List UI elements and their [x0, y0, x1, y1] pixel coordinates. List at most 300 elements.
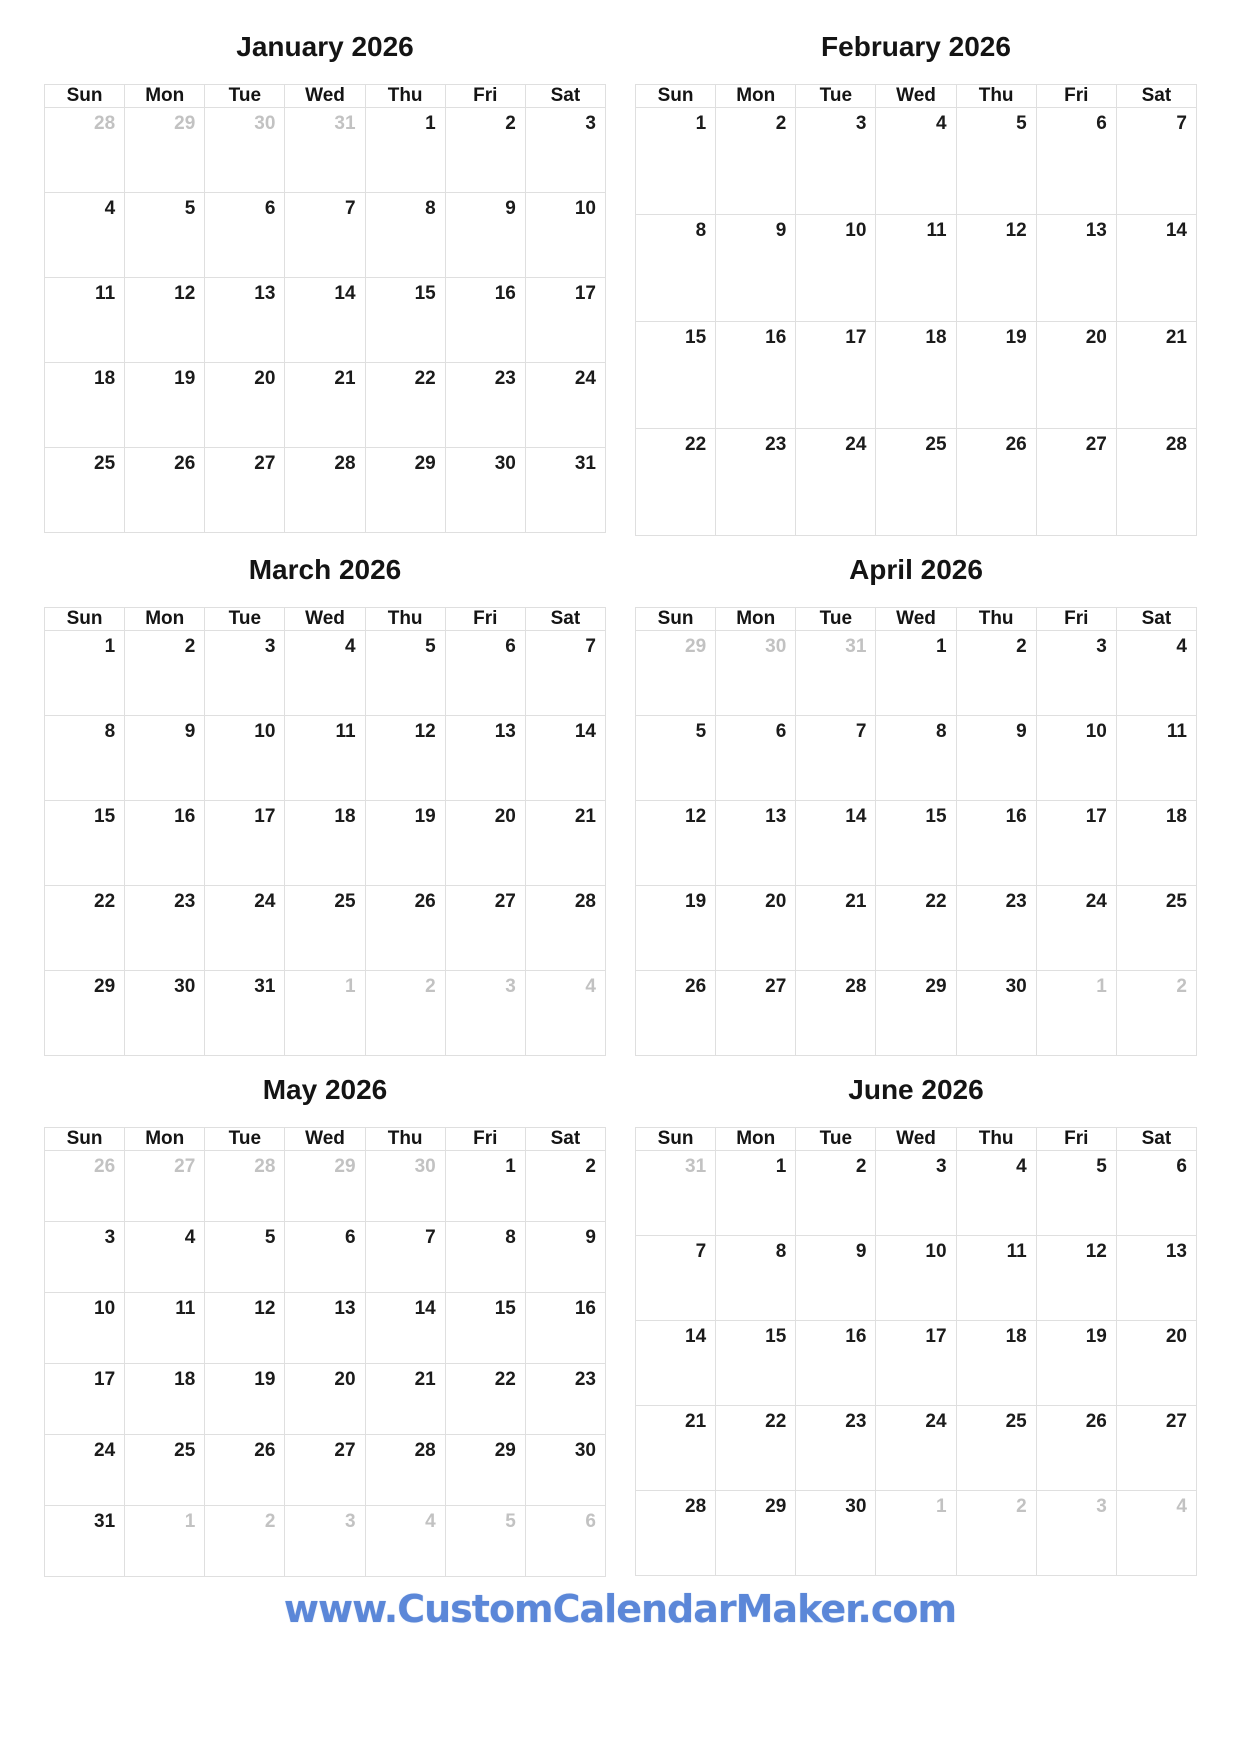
day-cell-adjacent-month: 31	[285, 108, 365, 193]
day-cell: 28	[796, 971, 876, 1056]
day-cell: 15	[45, 801, 125, 886]
day-cell: 18	[956, 1321, 1036, 1406]
week-row	[45, 1364, 606, 1435]
day-cell-adjacent-month: 29	[636, 631, 716, 716]
day-cell: 3	[876, 1151, 956, 1236]
weekday-header-sun: Sun	[636, 85, 716, 108]
day-cell: 14	[1116, 215, 1196, 322]
day-cell: 4	[956, 1151, 1036, 1236]
week-row	[636, 215, 1197, 322]
weekday-header-tue: Tue	[796, 1128, 876, 1151]
day-cell: 4	[285, 631, 365, 716]
weekday-header-thu: Thu	[956, 608, 1036, 631]
day-cell: 20	[1116, 1321, 1196, 1406]
day-cell: 10	[876, 1236, 956, 1321]
day-cell: 23	[525, 1364, 605, 1435]
day-cell: 3	[525, 108, 605, 193]
weekday-header-row	[45, 1128, 606, 1151]
day-cell: 30	[956, 971, 1036, 1056]
day-cell-adjacent-month: 2	[205, 1506, 285, 1577]
day-cell: 21	[1116, 322, 1196, 429]
day-cell: 27	[716, 971, 796, 1056]
day-cell: 6	[1036, 108, 1116, 215]
day-cell: 15	[716, 1321, 796, 1406]
day-cell: 5	[365, 631, 445, 716]
day-cell: 7	[285, 193, 365, 278]
day-cell: 20	[716, 886, 796, 971]
month-title: April 2026	[849, 554, 983, 585]
day-cell: 22	[45, 886, 125, 971]
day-cell: 20	[285, 1364, 365, 1435]
day-cell-adjacent-month: 3	[285, 1506, 365, 1577]
weekday-header-sat: Sat	[1116, 608, 1196, 631]
day-cell: 9	[716, 215, 796, 322]
day-cell: 14	[365, 1293, 445, 1364]
day-cell: 24	[1036, 886, 1116, 971]
weekday-header-thu: Thu	[365, 85, 445, 108]
weekday-header-row	[45, 85, 606, 108]
month-january-2026	[44, 28, 606, 536]
footer	[0, 1587, 1240, 1631]
weekday-header-sun: Sun	[45, 608, 125, 631]
weekday-header-thu: Thu	[365, 1128, 445, 1151]
day-cell: 25	[125, 1435, 205, 1506]
day-cell: 17	[45, 1364, 125, 1435]
weekday-header-tue: Tue	[205, 1128, 285, 1151]
day-cell: 11	[876, 215, 956, 322]
weekday-header-fri: Fri	[445, 608, 525, 631]
day-cell-adjacent-month: 30	[365, 1151, 445, 1222]
day-cell: 1	[716, 1151, 796, 1236]
weekday-header-mon: Mon	[716, 1128, 796, 1151]
day-cell-adjacent-month: 29	[285, 1151, 365, 1222]
day-cell: 22	[445, 1364, 525, 1435]
day-cell: 28	[525, 886, 605, 971]
day-cell: 31	[205, 971, 285, 1056]
day-cell: 10	[205, 716, 285, 801]
week-row	[45, 363, 606, 448]
month-title: January 2026	[236, 31, 414, 62]
day-cell: 8	[636, 215, 716, 322]
month-grid	[635, 1127, 1197, 1576]
week-row	[636, 631, 1197, 716]
week-row	[45, 1293, 606, 1364]
day-cell: 3	[796, 108, 876, 215]
weekday-header-tue: Tue	[205, 85, 285, 108]
weekday-header-wed: Wed	[876, 1128, 956, 1151]
day-cell: 18	[1116, 801, 1196, 886]
day-cell: 14	[525, 716, 605, 801]
day-cell: 12	[205, 1293, 285, 1364]
week-row	[636, 322, 1197, 429]
day-cell: 3	[205, 631, 285, 716]
day-cell: 2	[716, 108, 796, 215]
day-cell: 27	[285, 1435, 365, 1506]
day-cell-adjacent-month: 1	[876, 1491, 956, 1576]
day-cell: 20	[1036, 322, 1116, 429]
day-cell: 19	[1036, 1321, 1116, 1406]
weekday-header-sat: Sat	[525, 608, 605, 631]
day-cell-adjacent-month: 31	[796, 631, 876, 716]
day-cell: 25	[876, 429, 956, 536]
day-cell-adjacent-month: 2	[1116, 971, 1196, 1056]
week-row	[636, 971, 1197, 1056]
month-march-2026	[44, 551, 606, 1056]
day-cell: 11	[285, 716, 365, 801]
day-cell-adjacent-month: 1	[125, 1506, 205, 1577]
day-cell: 8	[45, 716, 125, 801]
month-grid	[635, 84, 1197, 536]
day-cell: 24	[876, 1406, 956, 1491]
day-cell-adjacent-month: 2	[956, 1491, 1036, 1576]
day-cell: 18	[285, 801, 365, 886]
week-row	[45, 716, 606, 801]
day-cell-adjacent-month: 31	[636, 1151, 716, 1236]
day-cell-adjacent-month: 28	[45, 108, 125, 193]
weekday-header-tue: Tue	[796, 85, 876, 108]
day-cell-adjacent-month: 29	[125, 108, 205, 193]
day-cell: 19	[365, 801, 445, 886]
week-row	[45, 801, 606, 886]
weekday-header-row	[636, 85, 1197, 108]
day-cell: 30	[796, 1491, 876, 1576]
day-cell-adjacent-month: 30	[716, 631, 796, 716]
day-cell: 5	[1036, 1151, 1116, 1236]
day-cell: 7	[365, 1222, 445, 1293]
day-cell: 9	[445, 193, 525, 278]
week-row	[636, 1151, 1197, 1236]
day-cell-adjacent-month: 27	[125, 1151, 205, 1222]
weekday-header-sun: Sun	[45, 1128, 125, 1151]
day-cell: 29	[365, 448, 445, 533]
day-cell: 21	[285, 363, 365, 448]
day-cell: 18	[876, 322, 956, 429]
day-cell: 17	[796, 322, 876, 429]
day-cell: 3	[45, 1222, 125, 1293]
day-cell: 5	[125, 193, 205, 278]
month-may-2026	[44, 1071, 606, 1577]
day-cell: 11	[956, 1236, 1036, 1321]
week-row	[45, 631, 606, 716]
day-cell-adjacent-month: 5	[445, 1506, 525, 1577]
day-cell: 31	[525, 448, 605, 533]
day-cell: 30	[525, 1435, 605, 1506]
day-cell: 28	[636, 1491, 716, 1576]
day-cell: 11	[125, 1293, 205, 1364]
day-cell: 13	[205, 278, 285, 363]
day-cell: 6	[445, 631, 525, 716]
month-grid	[44, 84, 606, 533]
day-cell: 4	[1116, 631, 1196, 716]
day-cell: 21	[796, 886, 876, 971]
day-cell: 28	[365, 1435, 445, 1506]
weekday-header-row	[636, 608, 1197, 631]
day-cell: 19	[125, 363, 205, 448]
day-cell: 28	[1116, 429, 1196, 536]
day-cell: 23	[125, 886, 205, 971]
month-april-2026	[635, 551, 1197, 1056]
day-cell: 9	[956, 716, 1036, 801]
day-cell: 19	[636, 886, 716, 971]
day-cell: 7	[636, 1236, 716, 1321]
weekday-header-mon: Mon	[125, 608, 205, 631]
day-cell-adjacent-month: 4	[365, 1506, 445, 1577]
day-cell: 29	[45, 971, 125, 1056]
day-cell: 1	[445, 1151, 525, 1222]
day-cell: 19	[956, 322, 1036, 429]
day-cell: 6	[205, 193, 285, 278]
weekday-header-wed: Wed	[285, 85, 365, 108]
week-row	[636, 1491, 1197, 1576]
day-cell: 29	[716, 1491, 796, 1576]
day-cell: 4	[125, 1222, 205, 1293]
day-cell: 30	[125, 971, 205, 1056]
weekday-header-thu: Thu	[956, 1128, 1036, 1151]
week-row	[45, 278, 606, 363]
month-title: March 2026	[248, 554, 402, 585]
day-cell-adjacent-month: 30	[205, 108, 285, 193]
weekday-header-fri: Fri	[445, 1128, 525, 1151]
day-cell: 26	[125, 448, 205, 533]
day-cell: 26	[205, 1435, 285, 1506]
weekday-header-sun: Sun	[636, 1128, 716, 1151]
day-cell: 8	[445, 1222, 525, 1293]
day-cell: 13	[445, 716, 525, 801]
week-row	[45, 1151, 606, 1222]
day-cell: 30	[445, 448, 525, 533]
week-row	[45, 448, 606, 533]
weekday-header-sat: Sat	[1116, 85, 1196, 108]
week-row	[636, 716, 1197, 801]
weekday-header-mon: Mon	[125, 1128, 205, 1151]
day-cell: 16	[125, 801, 205, 886]
weekday-header-sat: Sat	[525, 1128, 605, 1151]
day-cell: 11	[45, 278, 125, 363]
day-cell: 13	[1116, 1236, 1196, 1321]
week-row	[45, 971, 606, 1056]
weekday-header-sun: Sun	[45, 85, 125, 108]
day-cell: 11	[1116, 716, 1196, 801]
day-cell: 27	[1036, 429, 1116, 536]
day-cell: 17	[205, 801, 285, 886]
month-title: May 2026	[262, 1074, 388, 1105]
weekday-header-wed: Wed	[285, 1128, 365, 1151]
day-cell: 27	[445, 886, 525, 971]
day-cell: 12	[125, 278, 205, 363]
day-cell: 23	[445, 363, 525, 448]
day-cell: 24	[205, 886, 285, 971]
website-watermark-link[interactable]: www.CustomCalendarMaker.com	[283, 1587, 957, 1631]
day-cell: 9	[796, 1236, 876, 1321]
weekday-header-tue: Tue	[796, 608, 876, 631]
week-row	[636, 801, 1197, 886]
day-cell-adjacent-month: 2	[365, 971, 445, 1056]
weekday-header-sat: Sat	[525, 85, 605, 108]
week-row	[636, 1321, 1197, 1406]
day-cell: 13	[716, 801, 796, 886]
week-row	[45, 108, 606, 193]
day-cell: 27	[205, 448, 285, 533]
day-cell: 21	[636, 1406, 716, 1491]
month-title: February 2026	[821, 31, 1011, 62]
day-cell: 29	[876, 971, 956, 1056]
day-cell: 12	[636, 801, 716, 886]
weekday-header-fri: Fri	[1036, 85, 1116, 108]
weekday-header-wed: Wed	[876, 608, 956, 631]
day-cell: 22	[636, 429, 716, 536]
day-cell-adjacent-month: 3	[445, 971, 525, 1056]
day-cell: 1	[45, 631, 125, 716]
day-cell: 10	[45, 1293, 125, 1364]
weekday-header-tue: Tue	[205, 608, 285, 631]
day-cell: 14	[636, 1321, 716, 1406]
day-cell: 23	[796, 1406, 876, 1491]
day-cell: 22	[365, 363, 445, 448]
day-cell: 6	[1116, 1151, 1196, 1236]
month-grid	[44, 607, 606, 1056]
weekday-header-wed: Wed	[876, 85, 956, 108]
day-cell: 2	[125, 631, 205, 716]
day-cell: 20	[445, 801, 525, 886]
week-row	[45, 886, 606, 971]
day-cell: 12	[1036, 1236, 1116, 1321]
weekday-header-fri: Fri	[1036, 608, 1116, 631]
weekday-header-row	[636, 1128, 1197, 1151]
weekday-header-wed: Wed	[285, 608, 365, 631]
day-cell: 22	[876, 886, 956, 971]
day-cell: 16	[716, 322, 796, 429]
day-cell: 7	[796, 716, 876, 801]
day-cell: 5	[636, 716, 716, 801]
month-grid	[44, 1127, 606, 1577]
day-cell: 25	[956, 1406, 1036, 1491]
day-cell: 8	[365, 193, 445, 278]
day-cell: 2	[956, 631, 1036, 716]
day-cell: 31	[45, 1506, 125, 1577]
month-june-2026	[635, 1071, 1197, 1577]
day-cell: 24	[525, 363, 605, 448]
week-row	[45, 1222, 606, 1293]
day-cell: 17	[876, 1321, 956, 1406]
day-cell: 27	[1116, 1406, 1196, 1491]
day-cell: 16	[956, 801, 1036, 886]
day-cell: 10	[796, 215, 876, 322]
day-cell: 1	[876, 631, 956, 716]
day-cell-adjacent-month: 4	[1116, 1491, 1196, 1576]
day-cell: 25	[1116, 886, 1196, 971]
month-february-2026	[635, 28, 1197, 536]
week-row	[636, 1236, 1197, 1321]
day-cell: 5	[205, 1222, 285, 1293]
weekday-header-fri: Fri	[1036, 1128, 1116, 1151]
day-cell: 14	[285, 278, 365, 363]
day-cell: 12	[956, 215, 1036, 322]
day-cell: 18	[45, 363, 125, 448]
week-row	[45, 1506, 606, 1577]
day-cell: 4	[876, 108, 956, 215]
weekday-header-row	[45, 608, 606, 631]
day-cell: 21	[365, 1364, 445, 1435]
day-cell: 26	[1036, 1406, 1116, 1491]
day-cell: 17	[1036, 801, 1116, 886]
day-cell-adjacent-month: 28	[205, 1151, 285, 1222]
month-title: June 2026	[848, 1074, 984, 1105]
week-row	[636, 1406, 1197, 1491]
day-cell: 1	[365, 108, 445, 193]
day-cell: 2	[525, 1151, 605, 1222]
day-cell-adjacent-month: 26	[45, 1151, 125, 1222]
day-cell: 15	[365, 278, 445, 363]
week-row	[636, 429, 1197, 536]
day-cell: 4	[45, 193, 125, 278]
weekday-header-sat: Sat	[1116, 1128, 1196, 1151]
day-cell: 2	[796, 1151, 876, 1236]
day-cell: 7	[1116, 108, 1196, 215]
day-cell: 6	[716, 716, 796, 801]
day-cell: 25	[45, 448, 125, 533]
day-cell: 21	[525, 801, 605, 886]
day-cell-adjacent-month: 1	[1036, 971, 1116, 1056]
day-cell: 24	[45, 1435, 125, 1506]
day-cell: 29	[445, 1435, 525, 1506]
month-grid	[635, 607, 1197, 1056]
weekday-header-thu: Thu	[365, 608, 445, 631]
day-cell: 1	[636, 108, 716, 215]
day-cell: 26	[365, 886, 445, 971]
day-cell: 20	[205, 363, 285, 448]
day-cell: 5	[956, 108, 1036, 215]
weekday-header-fri: Fri	[445, 85, 525, 108]
weekday-header-mon: Mon	[125, 85, 205, 108]
day-cell: 8	[876, 716, 956, 801]
day-cell: 16	[525, 1293, 605, 1364]
day-cell: 18	[125, 1364, 205, 1435]
day-cell: 15	[445, 1293, 525, 1364]
day-cell: 13	[285, 1293, 365, 1364]
week-row	[636, 108, 1197, 215]
day-cell: 14	[796, 801, 876, 886]
day-cell: 16	[445, 278, 525, 363]
day-cell: 7	[525, 631, 605, 716]
day-cell: 10	[1036, 716, 1116, 801]
week-row	[45, 193, 606, 278]
day-cell: 26	[636, 971, 716, 1056]
day-cell: 9	[525, 1222, 605, 1293]
day-cell: 19	[205, 1364, 285, 1435]
day-cell-adjacent-month: 6	[525, 1506, 605, 1577]
day-cell: 23	[956, 886, 1036, 971]
day-cell: 13	[1036, 215, 1116, 322]
day-cell: 24	[796, 429, 876, 536]
day-cell: 3	[1036, 631, 1116, 716]
day-cell: 15	[636, 322, 716, 429]
day-cell: 23	[716, 429, 796, 536]
day-cell: 10	[525, 193, 605, 278]
day-cell-adjacent-month: 1	[285, 971, 365, 1056]
weekday-header-thu: Thu	[956, 85, 1036, 108]
day-cell: 15	[876, 801, 956, 886]
day-cell: 26	[956, 429, 1036, 536]
day-cell: 2	[445, 108, 525, 193]
day-cell: 9	[125, 716, 205, 801]
day-cell: 25	[285, 886, 365, 971]
day-cell: 6	[285, 1222, 365, 1293]
week-row	[636, 886, 1197, 971]
weekday-header-mon: Mon	[716, 608, 796, 631]
week-row	[45, 1435, 606, 1506]
weekday-header-mon: Mon	[716, 85, 796, 108]
day-cell-adjacent-month: 4	[525, 971, 605, 1056]
